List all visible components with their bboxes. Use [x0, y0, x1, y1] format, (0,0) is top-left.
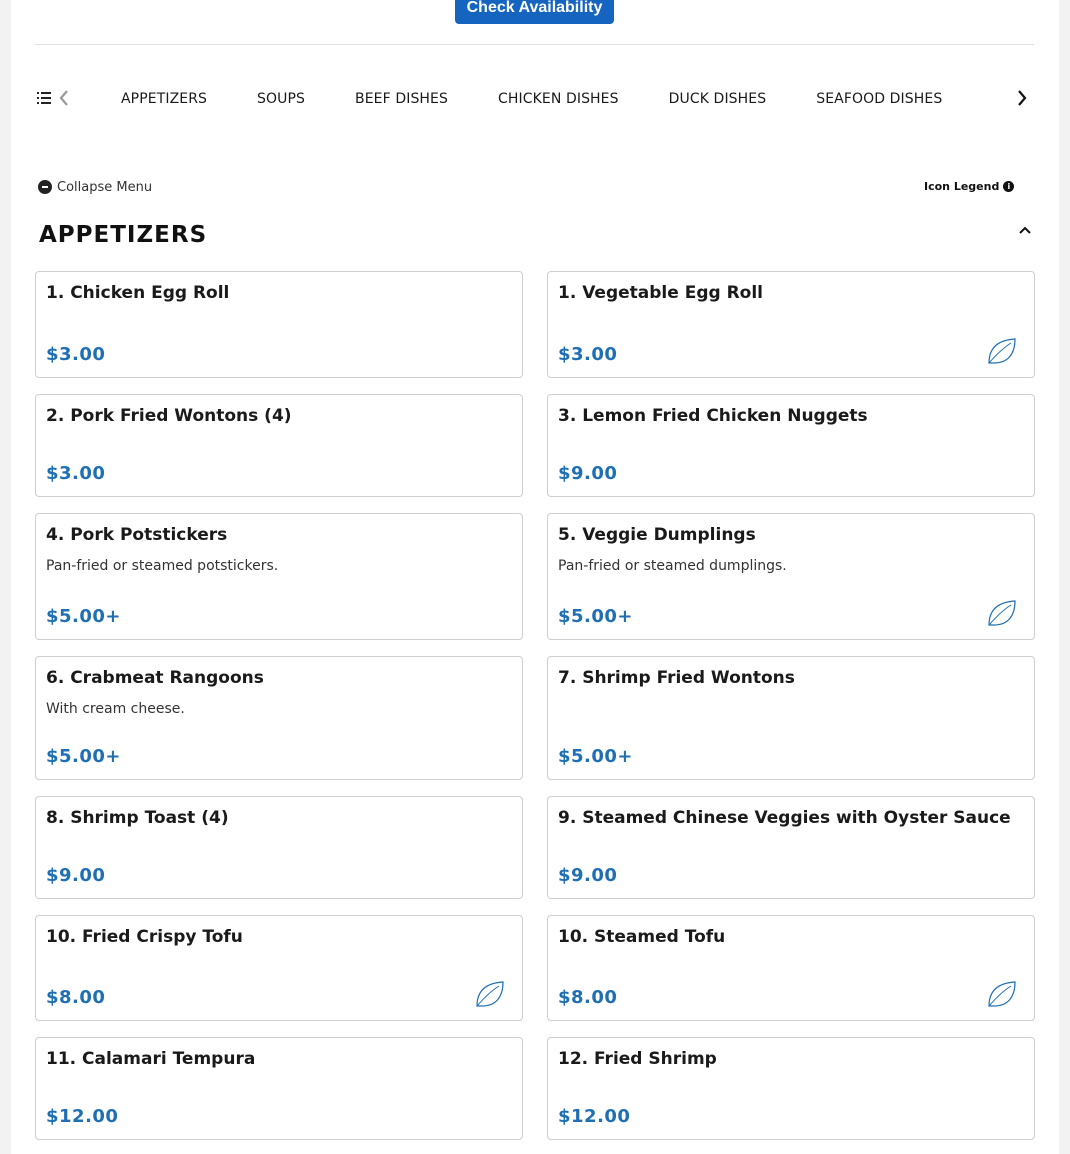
menu-item-name: 12. Fried Shrimp [558, 1049, 717, 1069]
category-chicken-dishes[interactable]: CHICKEN DISHES [498, 91, 619, 107]
category-soups[interactable]: SOUPS [257, 91, 306, 107]
check-availability-button[interactable]: Check Availability [455, 0, 614, 24]
category-nav [35, 80, 1034, 118]
collapse-menu-button[interactable] [38, 178, 152, 196]
menu-item-price: $12.00 [558, 1106, 631, 1127]
menu-item-price: $5.00+ [558, 606, 634, 627]
category-beef-dishes[interactable]: BEEF DISHES [355, 91, 448, 107]
menu-item-card[interactable] [547, 1037, 1035, 1140]
chevron-up-icon[interactable] [1017, 222, 1033, 238]
menu-item-name: 10. Fried Crispy Tofu [46, 927, 243, 947]
menu-item-name: 3. Lemon Fried Chicken Nuggets [558, 406, 868, 426]
menu-item-card[interactable] [547, 915, 1035, 1021]
menu-item-description: Pan-fried or steamed dumplings. [558, 558, 787, 574]
menu-item-card[interactable] [547, 271, 1035, 378]
menu-item-card[interactable] [35, 271, 523, 378]
menu-item-description: With cream cheese. [46, 701, 185, 717]
menu-page [11, 0, 1059, 1154]
menu-item-card[interactable] [35, 915, 523, 1021]
leaf-icon [474, 979, 506, 1009]
menu-item-card[interactable] [35, 656, 523, 780]
menu-item-card[interactable] [35, 394, 523, 497]
menu-item-name: 9. Steamed Chinese Veggies with Oyster Sauce [558, 808, 1011, 828]
menu-item-price: $3.00 [46, 463, 106, 484]
menu-item-price: $3.00 [46, 344, 106, 365]
menu-item-price: $8.00 [46, 987, 106, 1008]
category-appetizers[interactable]: APPETIZERS [121, 91, 208, 107]
menu-item-name: 11. Calamari Tempura [46, 1049, 256, 1069]
menu-item-price: $3.00 [558, 344, 618, 365]
icon-legend-label: Icon Legend [924, 179, 1000, 193]
menu-item-name: 2. Pork Fried Wontons (4) [46, 406, 292, 426]
menu-item-price: $5.00+ [558, 746, 634, 767]
menu-item-card[interactable] [35, 796, 523, 899]
category-seafood-dishes[interactable]: SEAFOOD DISHES [816, 91, 943, 107]
icon-legend-button[interactable] [924, 178, 1014, 194]
minus-circle-icon [38, 180, 52, 194]
list-icon[interactable] [37, 91, 51, 105]
menu-item-price: $5.00+ [46, 746, 122, 767]
menu-item-price: $12.00 [46, 1106, 119, 1127]
menu-item-price: $9.00 [558, 865, 618, 886]
menu-item-card[interactable] [547, 394, 1035, 497]
menu-item-name: 8. Shrimp Toast (4) [46, 808, 229, 828]
menu-item-name: 5. Veggie Dumplings [558, 525, 756, 545]
chevron-right-icon[interactable] [1015, 88, 1029, 108]
info-icon: i [1003, 181, 1014, 192]
divider [35, 44, 1034, 45]
menu-item-price: $9.00 [46, 865, 106, 886]
leaf-icon [986, 336, 1018, 366]
menu-item-card[interactable] [547, 513, 1035, 640]
menu-item-card[interactable] [35, 1037, 523, 1140]
menu-item-name: 4. Pork Potstickers [46, 525, 228, 545]
chevron-left-icon[interactable] [57, 88, 71, 108]
menu-item-name: 10. Steamed Tofu [558, 927, 726, 947]
menu-item-price: $9.00 [558, 463, 618, 484]
menu-item-card[interactable] [547, 796, 1035, 899]
menu-item-description: Pan-fried or steamed potstickers. [46, 558, 279, 574]
menu-item-name: 1. Chicken Egg Roll [46, 283, 230, 303]
section-title: APPETIZERS [39, 222, 208, 248]
category-duck-dishes[interactable]: DUCK DISHES [668, 91, 767, 107]
menu-item-card[interactable] [35, 513, 523, 640]
menu-item-name: 1. Vegetable Egg Roll [558, 283, 763, 303]
menu-item-price: $5.00+ [46, 606, 122, 627]
menu-item-name: 7. Shrimp Fried Wontons [558, 668, 795, 688]
category-list [121, 80, 992, 118]
menu-item-card[interactable] [547, 656, 1035, 780]
menu-item-price: $8.00 [558, 987, 618, 1008]
collapse-menu-label: Collapse Menu [57, 179, 153, 195]
leaf-icon [986, 979, 1018, 1009]
menu-item-name: 6. Crabmeat Rangoons [46, 668, 264, 688]
leaf-icon [986, 598, 1018, 628]
